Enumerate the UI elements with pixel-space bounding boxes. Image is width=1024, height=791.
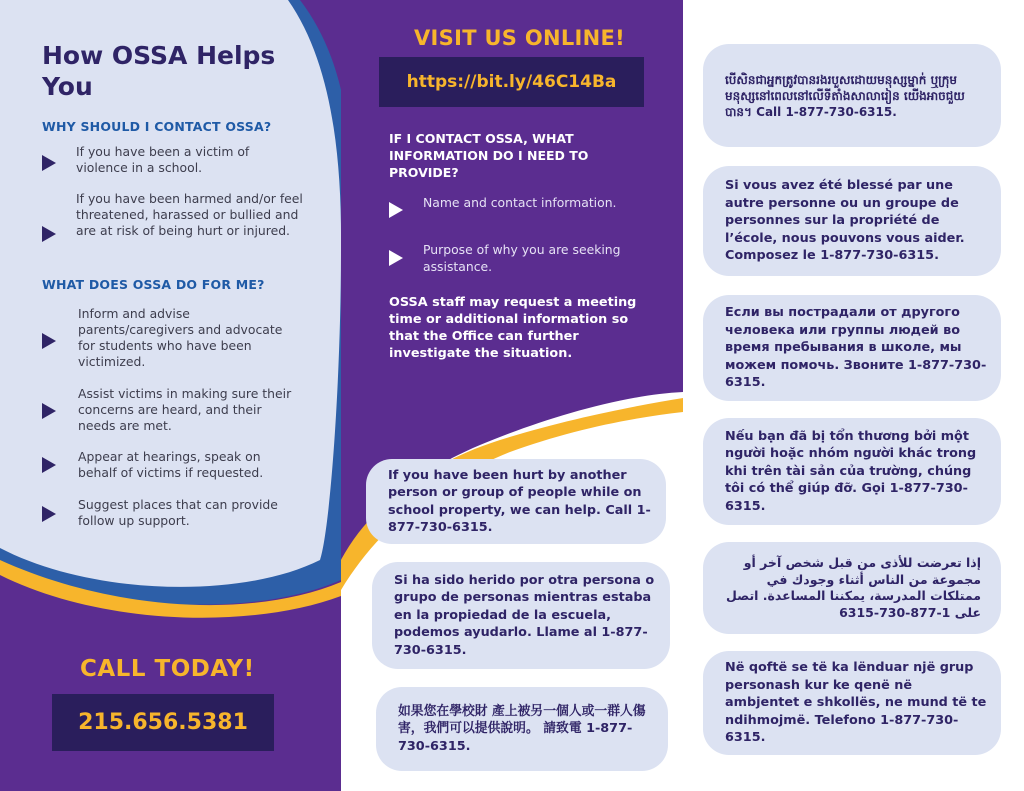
website-link[interactable]: https://bit.ly/46C14Ba <box>379 57 644 107</box>
info-needed-heading: IF I CONTACT OSSA, WHAT INFORMATION DO I NEED TO PROVIDE? <box>389 131 589 180</box>
staff-note: OSSA staff may request a meeting time or additional information so that the Office can further investigate the situation. <box>389 295 637 361</box>
what-item: Assist victims in making sure their concerns are heard, and their needs are met. <box>78 386 292 433</box>
phone-number[interactable]: 215.656.5381 <box>52 694 274 751</box>
bullet-icon <box>42 403 56 419</box>
vietnamese-message-bubble <box>703 418 1001 525</box>
russian-message: Если вы пострадали от другого человека или группы людей во время пребывания в школе, мы можем помочь. Звоните 1-877-730-6315. <box>725 305 987 391</box>
french-message-bubble <box>703 166 1001 276</box>
bullet-icon <box>389 202 403 218</box>
what-item: Inform and advise parents/caregivers and advocate for students who have been victimized. <box>78 306 283 369</box>
visit-online-heading: VISIT US ONLINE! <box>414 26 626 50</box>
spanish-message-bubble <box>372 562 670 669</box>
info-item: Purpose of why you are seeking assistance. <box>423 242 621 274</box>
bullet-icon <box>42 155 56 171</box>
page-title: How OSSA Helps You <box>42 41 276 101</box>
why-item: If you have been a victim of violence in a school. <box>76 144 250 175</box>
bullet-icon <box>42 333 56 349</box>
chinese-message: 如果您在學校財 產上被另一個人或一群人傷 害，我們可以提供說明。 請致電 1-877-730-6315. <box>398 703 646 754</box>
russian-message-bubble <box>703 295 1001 401</box>
albanian-message-bubble <box>703 651 1001 755</box>
call-today-heading: CALL TODAY! <box>80 656 255 682</box>
why-contact-heading: WHY SHOULD I CONTACT OSSA? <box>42 119 272 134</box>
khmer-message-bubble <box>703 44 1001 147</box>
vietnamese-message: Nếu bạn đã bị tổn thương bởi một người hoặc nhóm người khác trong khi trên tài sản của trường, chúng tôi có thể giúp đỡ. Gọi 1-877-730-6315. <box>725 428 977 514</box>
arabic-message: إذا تعرضت للأذى من قبل شخص آخر أو مجموعة من الناس أثناء وجودك في ممتلكات المدرسة، يمكننا المساعدة. اتصل على 1-877-730-6315 <box>725 555 981 620</box>
bullet-icon <box>42 226 56 242</box>
what-item: Appear at hearings, speak on behalf of victims if requested. <box>78 449 264 480</box>
spanish-message: Si ha sido herido por otra persona o grupo de personas mientras estaba en la propiedad de la escuela, podemos ayudarlo. Llame al 1-877-730-6315. <box>394 572 655 658</box>
bullet-icon <box>389 250 403 266</box>
bullet-icon <box>42 506 56 522</box>
why-item: If you have been harmed and/or feel threatened, harassed or bullied and are at risk of being hurt or injured. <box>76 191 303 238</box>
english-message: If you have been hurt by another person or group of people while on school property, we can help. Call 1-877-730-6315. <box>388 467 651 535</box>
albanian-message: Në qoftë se të ka lënduar një grup personash kur ke qenë në ambjentet e shkollës, ne mund të te ndihmojmë. Telefono 1-877-730-6315. <box>725 660 987 746</box>
what-ossa-does-heading: WHAT DOES OSSA DO FOR ME? <box>42 277 265 292</box>
arabic-message-bubble <box>703 542 1001 634</box>
bullet-icon <box>42 457 56 473</box>
french-message: Si vous avez été blessé par une autre personne ou un groupe de personnes sur la propriété de l’école, nous pouvons vous aider. Composez le 1-877-730-6315. <box>725 178 965 264</box>
info-item: Name and contact information. <box>423 195 617 210</box>
english-message-bubble <box>366 459 666 544</box>
what-item: Suggest places that can provide follow up support. <box>78 497 278 528</box>
khmer-message: បើសិនជាអ្នកត្រូវបានរងរបួសដោយមនុស្សម្នាក់ ឬក្រុមមនុស្សនៅពេលនៅលើទីតាំងសាលារៀន យើងអាចជួយបាន។ Call 1-877-730-6315. <box>725 72 965 119</box>
chinese-message-bubble <box>376 687 668 771</box>
